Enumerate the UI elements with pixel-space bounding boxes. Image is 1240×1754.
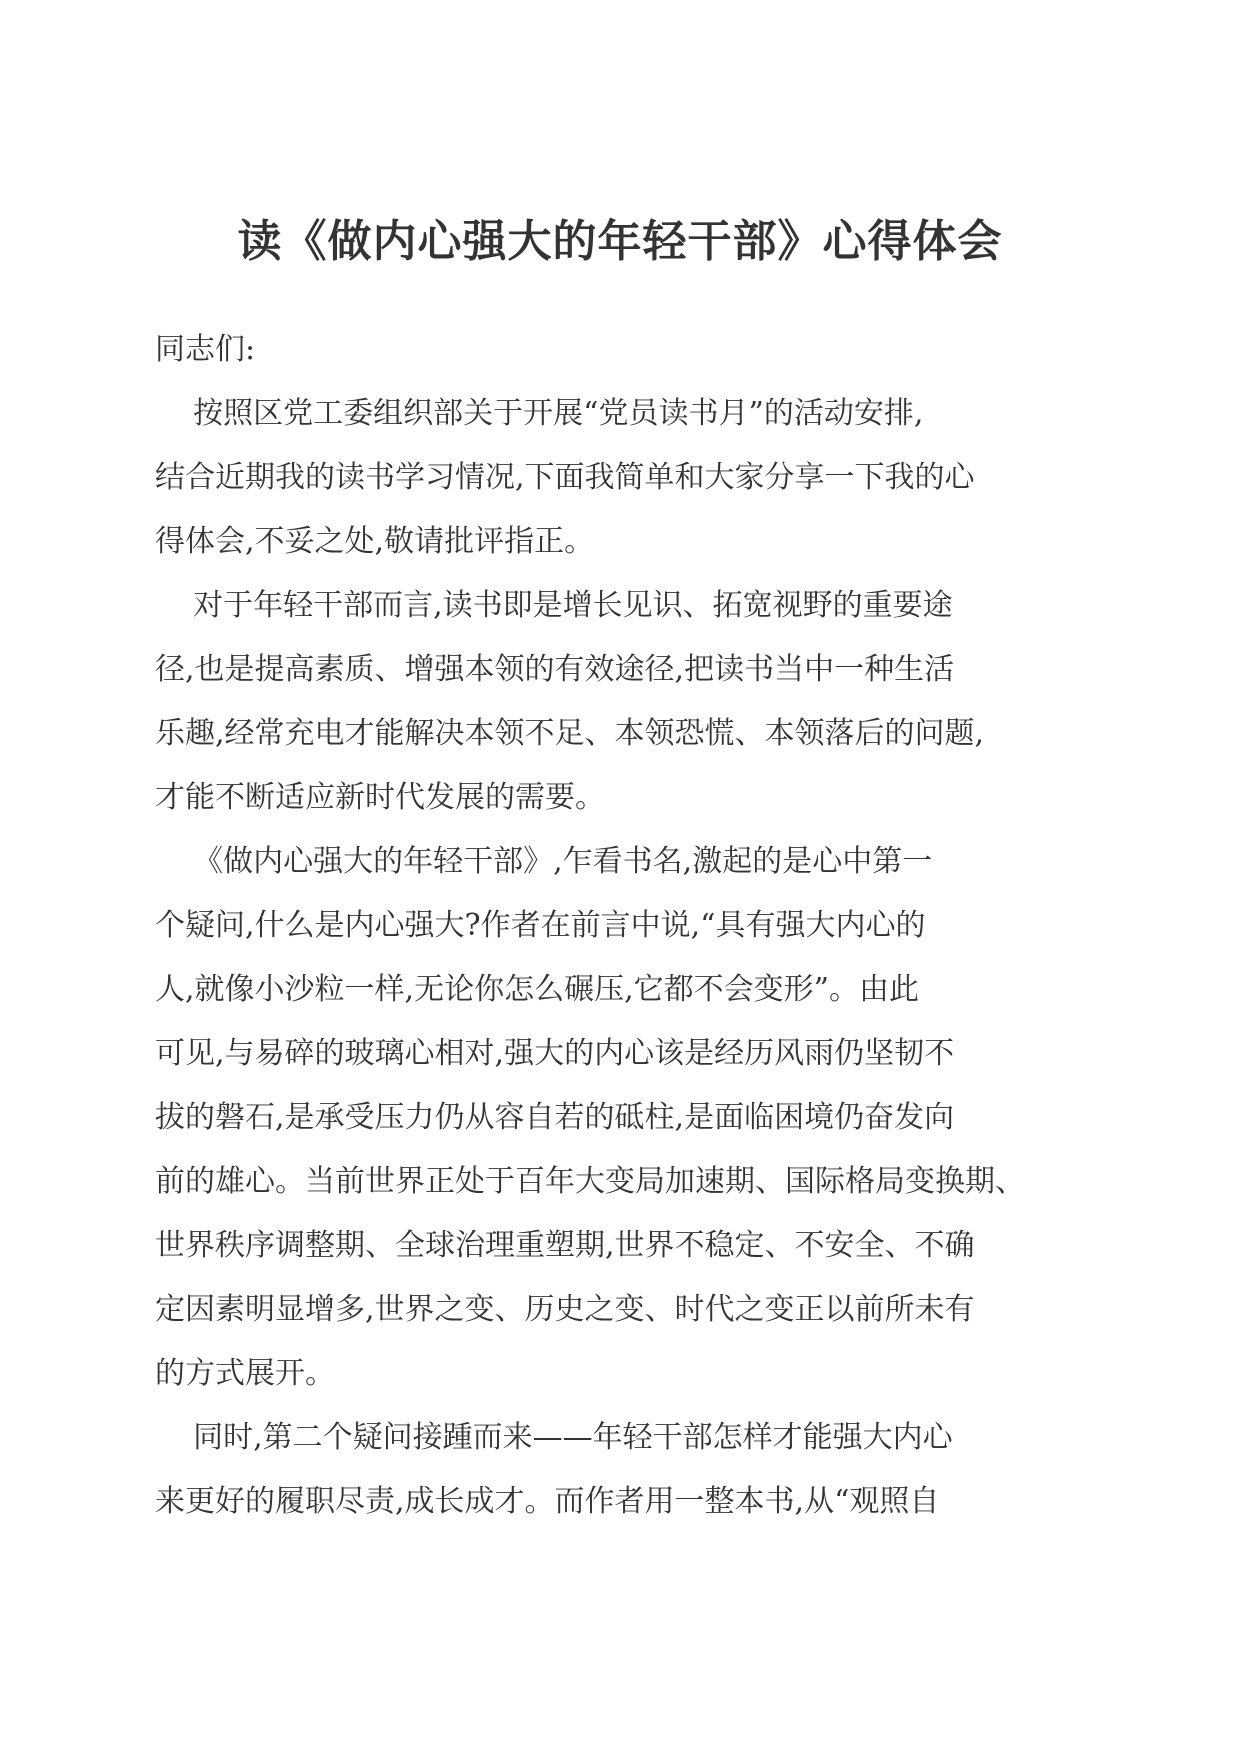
text-line: 结合近期我的读书学习情况,下面我简单和大家分享一下我的心 [155,460,975,495]
text-line: 定因素明显增多,世界之变、历史之变、时代之变正以前所未有 [155,1292,975,1327]
text-line: 对于年轻干部而言,读书即是增长见识、拓宽视野的重要途 [155,588,953,623]
text-line: 个疑问,什么是内心强大?作者在前言中说,“具有强大内心的 [155,908,926,943]
text-line: 来更好的履职尽责,成长成才。而作者用一整本书,从“观照自 [155,1484,940,1519]
text-line: 乐趣,经常充电才能解决本领不足、本领恐慌、本领落后的问题, [155,716,985,751]
text-line: 径,也是提高素质、增强本领的有效途径,把读书当中一种生活 [155,652,955,687]
text-line: 得体会,不妥之处,敬请批评指正。 [155,524,595,559]
text-line: 世界秩序调整期、全球治理重塑期,世界不稳定、不安全、不确 [155,1228,975,1263]
text-line: 拔的磐石,是承受压力仍从容自若的砥柱,是面临困境仍奋发向 [155,1100,955,1135]
text-line: 才能不断适应新时代发展的需要。 [155,780,605,815]
document-body [155,318,1085,1534]
text-line: 的方式展开。 [155,1356,335,1391]
document-title: 读《做内心强大的年轻干部》心得体会 [237,216,1003,267]
text-line: 前的雄心。当前世界正处于百年大变局加速期、国际格局变换期、 [155,1164,1025,1199]
text-line: 人,就像小沙粒一样,无论你怎么碾压,它都不会变形”。由此 [155,972,919,1007]
text-line: 《做内心强大的年轻干部》,乍看书名,激起的是心中第一 [155,844,933,879]
text-line: 可见,与易碎的玻璃心相对,强大的内心该是经历风雨仍坚韧不 [155,1036,955,1071]
text-line: 同时,第二个疑问接踵而来——年轻干部怎样才能强大内心 [155,1420,953,1455]
text-line: 同志们: [155,332,256,367]
text-line: 按照区党工委组织部关于开展“党员读书月”的活动安排, [155,396,924,431]
